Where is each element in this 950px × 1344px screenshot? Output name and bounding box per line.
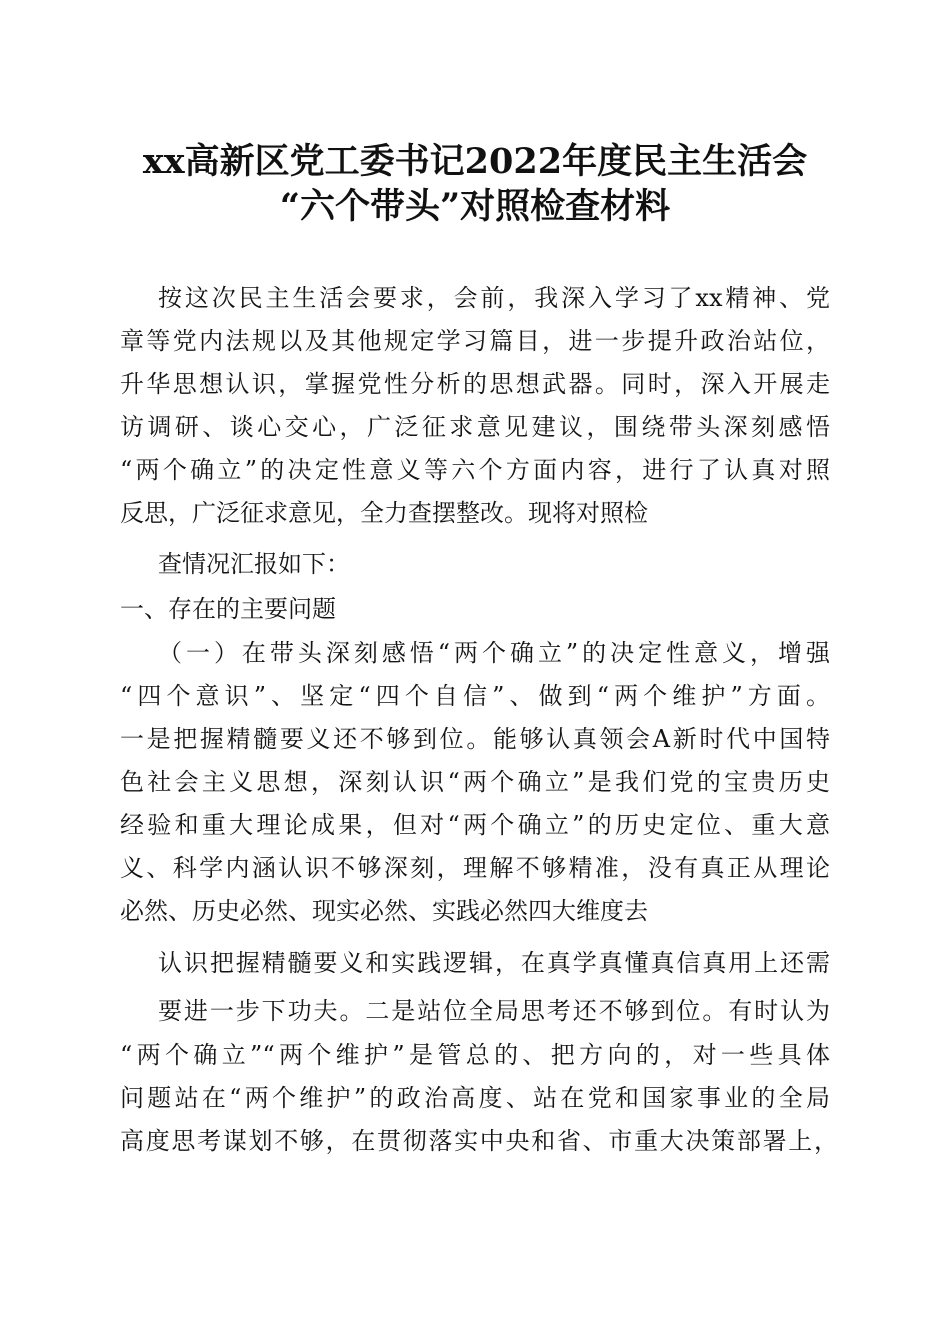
continuation-line: 要进一步下功夫。二是站位全局思考还不够到位。有时认为 bbox=[158, 997, 830, 1025]
section-heading: 一、存在的主要问题 bbox=[120, 595, 336, 623]
continuation-line: 认识把握精髓要义和实践逻辑，在真学真懂真信真用上还需 bbox=[158, 949, 830, 977]
subsection-line: 义、科学内涵认识不够深刻，理解不够精准，没有真正从理论 bbox=[120, 854, 830, 882]
intro-line: 升华思想认识，掌握党性分析的思想武器。同时，深入开展走 bbox=[120, 370, 830, 398]
subsection-line: “四个意识”、坚定“四个自信”、做到“两个维护”方面。 bbox=[120, 682, 830, 710]
document-title-line-2: “六个带头”对照检查材料 bbox=[279, 186, 671, 227]
intro-line: “两个确立”的决定性意义等六个方面内容，进行了认真对照 bbox=[120, 456, 830, 484]
intro-line: 章等党内法规以及其他规定学习篇目，进一步提升政治站位， bbox=[120, 327, 830, 355]
subsection-line: 经验和重大理论成果，但对“两个确立”的历史定位、重大意 bbox=[120, 811, 830, 839]
intro-line: 按这次民主生活会要求，会前，我深入学习了xx精神、党 bbox=[158, 284, 830, 312]
subsection-line: 色社会主义思想，深刻认识“两个确立”是我们党的宝贵历史 bbox=[120, 768, 830, 796]
intro-line: 反思，广泛征求意见，全力查摆整改。现将对照检 bbox=[120, 499, 648, 527]
intro-line: 访调研、谈心交心，广泛征求意见建议，围绕带头深刻感悟 bbox=[120, 413, 830, 441]
subsection-line: （一）在带头深刻感悟“两个确立”的决定性意义，增强 bbox=[158, 639, 830, 667]
body-line: 高度思考谋划不够，在贯彻落实中央和省、市重大决策部署上， bbox=[120, 1127, 838, 1155]
subsection-line: 一是把握精髓要义还不够到位。能够认真领会A新时代中国特 bbox=[120, 725, 830, 753]
subsection-line: 必然、历史必然、现实必然、实践必然四大维度去 bbox=[120, 897, 648, 925]
body-line: 问题站在“两个维护”的政治高度、站在党和国家事业的全局 bbox=[120, 1084, 830, 1112]
document-title-line-1: xx高新区党工委书记2022年度民主生活会 bbox=[142, 141, 808, 182]
body-line: “两个确立”“两个维护”是管总的、把方向的，对一些具体 bbox=[120, 1041, 830, 1069]
intro-tail-line: 查情况汇报如下： bbox=[158, 550, 350, 578]
